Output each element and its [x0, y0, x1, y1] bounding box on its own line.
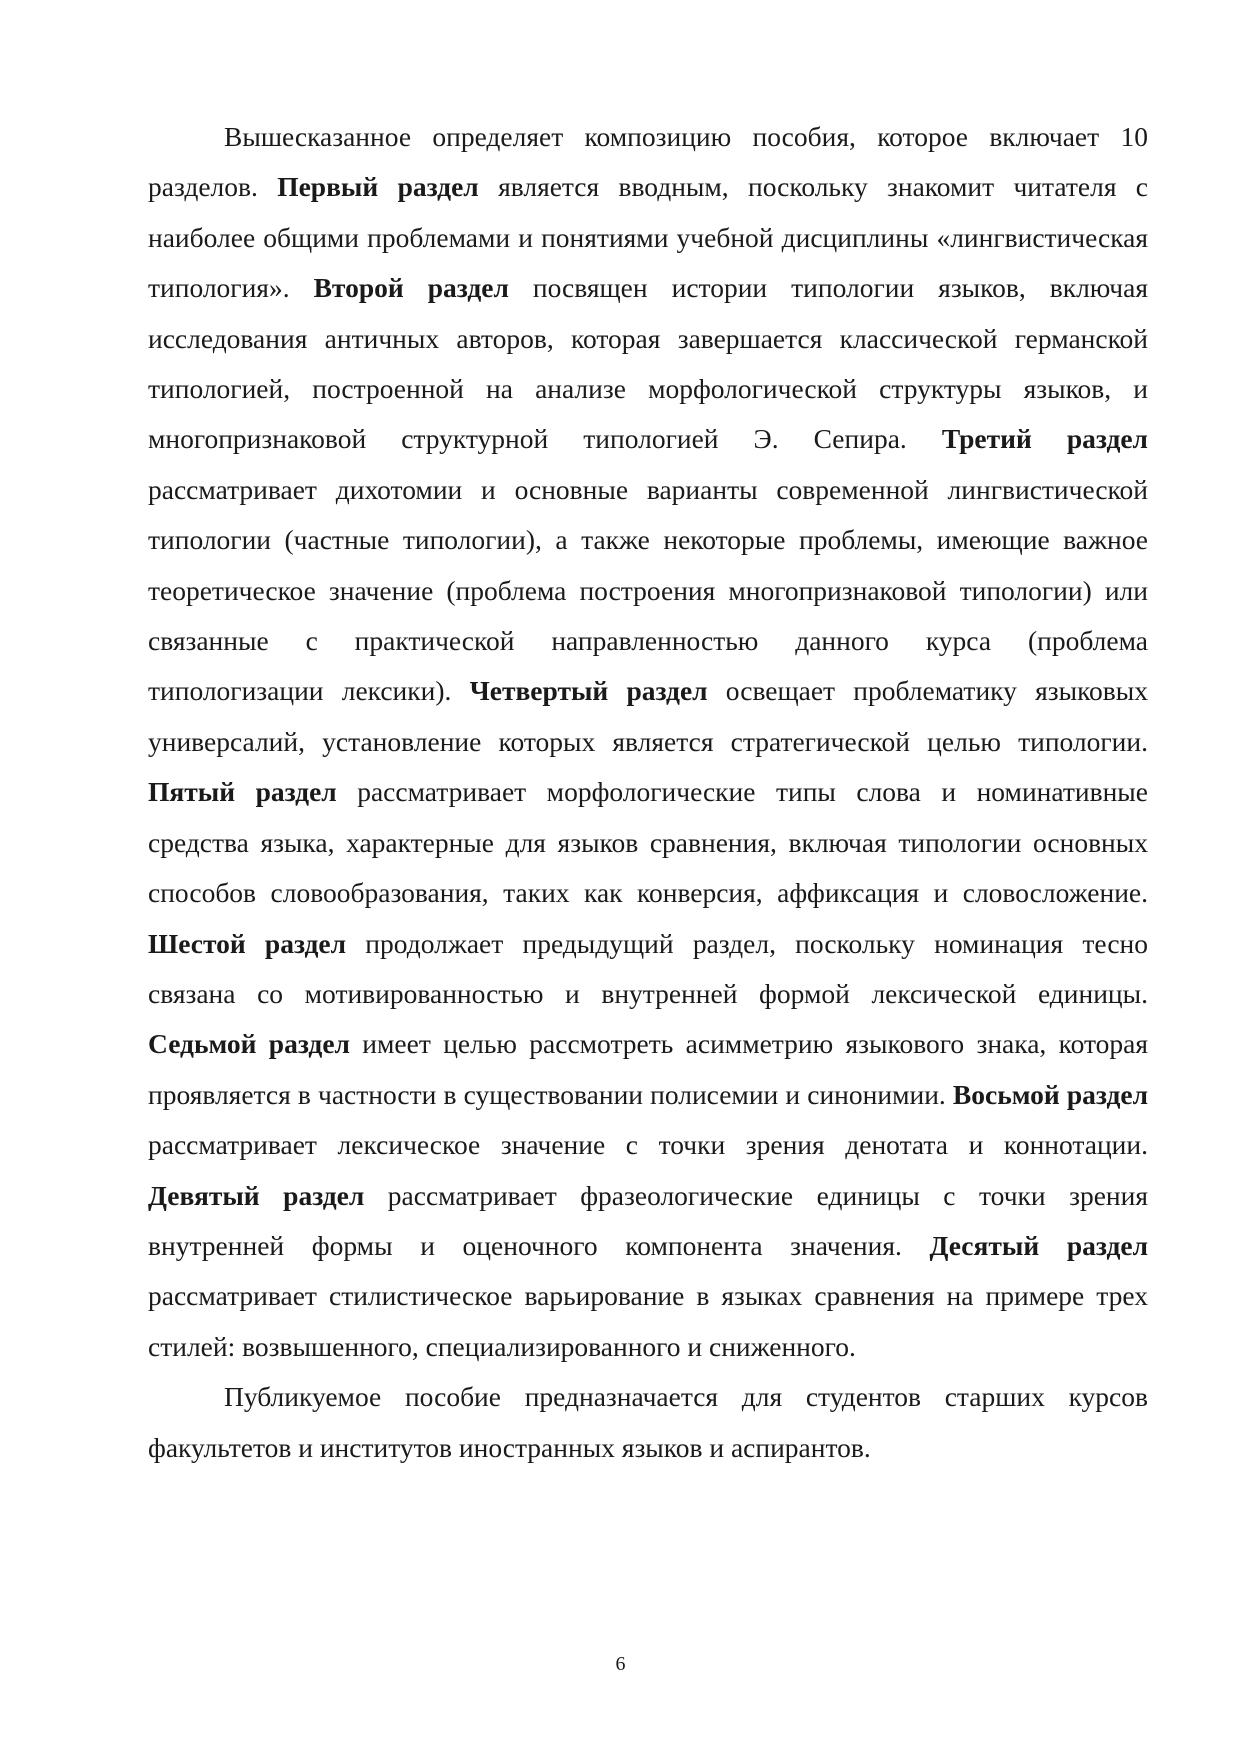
body-text: [148, 112, 1148, 1473]
text-run: рассматривает стилистическое варьирование в языках сравнения на примере трех стилей: возвышенного, специализированного и сниженного.: [148, 1280, 1148, 1362]
text-run: Вышесказанное определяет композицию пособия, которое включает 10 разделов.: [148, 121, 1148, 203]
page-number: 6: [615, 1653, 626, 1675]
paragraph-audience: [148, 1372, 1148, 1473]
section-heading-inline: Шестой раздел: [148, 927, 347, 959]
text-run: рассматривает морфологические типы слова и номинативные средства языка, характерные для языков сравнения, включая типологии основных способов словообразования, таких как конверсия, аффиксация и словосложение.: [148, 776, 1148, 909]
section-heading-inline: Девятый раздел: [148, 1179, 365, 1211]
section-heading-inline: Седьмой раздел: [148, 1028, 350, 1060]
section-heading-inline: Четвертый раздел: [469, 675, 708, 707]
section-heading-inline: Первый раздел: [277, 171, 479, 203]
section-heading-inline: Восьмой раздел: [952, 1078, 1149, 1110]
text-run: продолжает предыдущий раздел, поскольку номинация тесно связана со мотивированностью и внутренней формой лексической единицы.: [148, 927, 1148, 1009]
text-run: является вводным, поскольку знакомит читателя с наиболее общими проблемами и понятиями учебной дисциплины «лингвистическая типология».: [148, 171, 1149, 304]
text-run: рассматривает фразеологические единицы с точки зрения внутренней формы и оценочного компонента значения.: [148, 1179, 1149, 1261]
paragraph-composition: [148, 112, 1148, 1372]
section-heading-inline: Пятый раздел: [148, 776, 337, 808]
text-run: Публикуемое пособие предназначается для студентов старших курсов факультетов и институтов иностранных языков и аспирантов.: [148, 1381, 1148, 1463]
text-run: имеет целью рассмотреть асимметрию языкового знака, которая проявляется в частности в существовании полисемии и синонимии.: [148, 1028, 1148, 1110]
text-run: освещает проблематику языковых универсалий, установление которых является стратегической целью типологии.: [148, 675, 1148, 757]
text-run: рассматривает дихотомии и основные варианты современной лингвистической типологии (частные типологии), а также некоторые проблемы, имеющие важное теоретическое значение (проблема построения многопризнаковой типологии) или связанные с практической направленностью данного курса (проблема типологизации лексики).: [148, 473, 1148, 707]
text-run: рассматривает лексическое значение с точки зрения денотата и коннотации.: [148, 1129, 1148, 1161]
section-heading-inline: Десятый раздел: [929, 1229, 1148, 1261]
section-heading-inline: Третий раздел: [941, 423, 1148, 455]
text-run: посвящен истории типологии языков, включая исследования античных авторов, которая завершается классической германской типологией, построенной на анализе морфологической структуры языков, и многопризнаковой структурной типологией Э. Сепира.: [148, 272, 1148, 455]
section-heading-inline: Второй раздел: [313, 272, 509, 304]
